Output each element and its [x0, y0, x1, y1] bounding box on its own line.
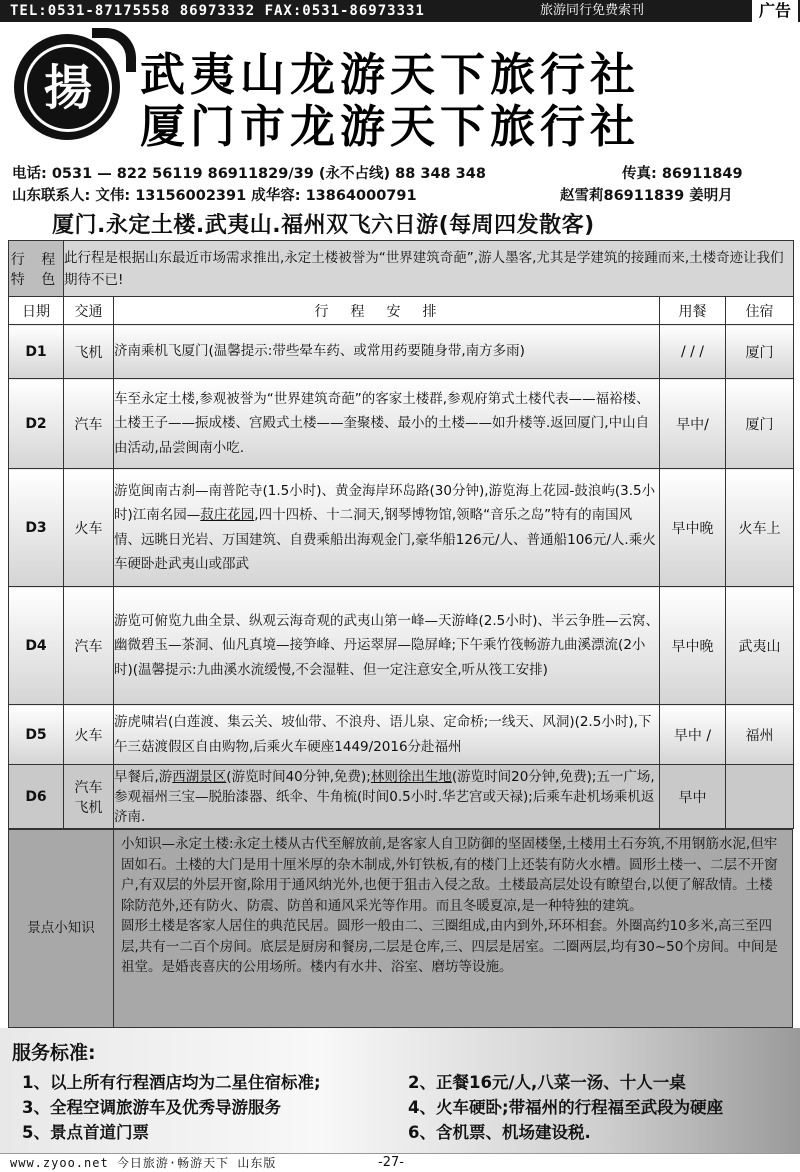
day-plan: 游览可俯览九曲全景、纵观云海奇观的武夷山第一峰—天游峰(2.5小时)、半云争胜—云窝、幽微碧玉—茶洞、仙凡真境—接笋峰、丹运翠屏—隐屏峰;下午乘竹筏畅游九曲溪漂流(2小时)(温馨提示:九曲溪水流缓慢,不会湿鞋、但一定注意安全,听从筏工安排) [114, 587, 660, 705]
day-plan: 车至永定土楼,参观被誉为“世界建筑奇葩”的客家土楼群,参观府第式土楼代表——福裕楼、土楼王子——振成楼、宫殿式土楼——奎聚楼、最小的土楼——如升楼等.返回厦门,中山自由活动,品尝闽南小吃. [114, 379, 660, 469]
header-arrangement: 行程安排 [114, 297, 660, 325]
day-label: D4 [9, 587, 64, 705]
hotel: 厦门 [726, 379, 794, 469]
itinerary-row-d5 [9, 705, 794, 765]
plan-text-b: ,四十四桥、十二洞天,钢琴博物馆,领略“音乐之岛”特有的南国风情、远眺日光岩、万国建筑、自费乘船出海观金门,豪华船126元/人、普通船106元/人.乘火车硬卧赴武夷山或邵武 [114, 507, 656, 572]
top-contact-text: TEL:0531-87175558 86973332 FAX:0531-86973331 [10, 3, 425, 19]
footer-website: www.zyoo.net 今日旅游·畅游天下 山东版 [10, 1156, 277, 1170]
day-plan [114, 469, 660, 587]
plan-text-underlined: 菽庄花园 [200, 507, 255, 523]
feature-label-line2: 特 色 [10, 271, 62, 288]
day-label: D3 [9, 469, 64, 587]
header-transport: 交通 [64, 297, 114, 325]
day-label: D1 [9, 325, 64, 379]
transport: 飞机 [64, 325, 114, 379]
day-plan [114, 765, 660, 829]
service-standards [0, 1028, 800, 1153]
plan-text-a: 游览闽南古刹—南普陀寺(1.5小时)、黄金海岸环岛路(30分钟),游览海上花园-鼓浪屿(3.5小时)江南名园— [114, 482, 656, 523]
knowledge-text [121, 834, 785, 978]
meals: 早中 [660, 765, 726, 829]
meals: 早中晚 [660, 469, 726, 587]
company-logo [14, 34, 120, 140]
fax-number: 传真: 86911849 [622, 166, 743, 182]
transport: 火车 [64, 705, 114, 765]
top-contact-bar [0, 0, 800, 22]
day-label: D6 [9, 765, 64, 829]
service-item-3: 3、全程空调旅游车及优秀导游服务 [22, 1098, 281, 1117]
page-number: -27- [378, 1155, 404, 1170]
feature-row [9, 241, 794, 297]
feature-label [9, 241, 64, 297]
ad-badge: 广告 [752, 0, 798, 22]
day-plan: 游虎啸岩(白莲渡、集云关、坡仙带、不浪舟、语儿泉、定命桥;一线天、风洞)(2.5小时),下午三菇渡假区自由购物,后乘火车硬座1449/2016分赴福州 [114, 705, 660, 765]
logo-character: 揚 [43, 60, 92, 116]
scenic-knowledge-section [8, 829, 793, 1028]
tour-title: 厦门.永定土楼.武夷山.福州双飞六日游(每周四发散客) [52, 213, 595, 238]
magazine-tagline: 旅游同行免费索刊 [540, 3, 645, 18]
itinerary-row-d3 [9, 469, 794, 587]
transport-line1: 汽车 [74, 779, 103, 796]
service-item-6: 6、含机票、机场建设税. [408, 1123, 591, 1142]
plan-text-a: 早餐后,游 [114, 768, 173, 785]
service-item-2: 2、正餐16元/人,八菜一汤、十人一桌 [408, 1073, 686, 1092]
phone-numbers: 电话: 0531 — 822 56119 86911829/39 (永不占线) 88 348 348 [12, 166, 486, 182]
knowledge-paragraph-1: 小知识—永定土楼:永定土楼从古代至解放前,是客家人自卫防御的坚固楼堡,土楼用土石夯筑,不用钢筋水泥,但牢固如石。土楼的大门是用十厘米厚的杂木制成,外钉铁板,有的楼门上还装有防火水槽。圆形土楼一、二层不开窗户,有双层的外层开窗,除用于通风纳光外,也便于狙击入侵之敌。土楼最高层处设有瞭望台,以便了解敌情。土楼除防范外,还有防火、防震、防兽和通风采光等作用。而且冬暖夏凉,是一种特独的建筑。 [121, 836, 778, 914]
day-label: D2 [9, 379, 64, 469]
hotel: 火车上 [726, 469, 794, 587]
header-hotel: 住宿 [726, 297, 794, 325]
itinerary-row-d6 [9, 765, 794, 829]
service-item-1: 1、以上所有行程酒店均为二星住宿标准; [22, 1073, 321, 1092]
knowledge-paragraph-2: 圆形土楼是客家人居住的典范民居。圆形一般由二、三圈组成,由内到外,环环相套。外圈高约10多米,高三至四层,共有一二百个房间。底层是厨房和餐房,二层是仓库,三、四层是居室。二圈两层,均有30~50个房间。中间是祖堂。是婚丧喜庆的公用场所。楼内有水井、浴室、磨坊等设施。 [121, 918, 778, 975]
header-meals: 用餐 [660, 297, 726, 325]
header-date: 日期 [9, 297, 64, 325]
itinerary-row-d4 [9, 587, 794, 705]
more-contacts: 赵雪莉86911839 姜明月 [560, 188, 733, 204]
meals: 早中 / [660, 705, 726, 765]
plan-text-c: (游览时间20分钟,免费);五一广场,参观福州三宝—脱胎漆器、纸伞、牛角梳(时间0.5小时.华艺宫或天禄);后乘车赴机场乘机返济南. [114, 768, 655, 825]
transport-line2: 飞机 [74, 799, 103, 816]
itinerary-row-d1 [9, 325, 794, 379]
transport [64, 765, 114, 829]
plan-text-underlined-2: 林则徐出生地 [370, 768, 452, 785]
page-footer [0, 1153, 800, 1172]
plan-text-b: (游览时间40分钟,免费); [226, 768, 371, 785]
meals: 早中/ [660, 379, 726, 469]
transport: 汽车 [64, 379, 114, 469]
service-item-4: 4、火车硬卧;带福州的行程福至武段为硬座 [408, 1098, 724, 1117]
hotel: 武夷山 [726, 587, 794, 705]
shandong-contacts: 山东联系人: 文伟: 13156002391 成华容: 13864000791 [12, 188, 417, 204]
feature-label-line1: 行 程 [10, 251, 62, 268]
plan-text-underlined-1: 西湖景区 [172, 768, 227, 785]
day-label: D5 [9, 705, 64, 765]
hotel [726, 765, 794, 829]
itinerary-table [8, 240, 794, 829]
hotel: 厦门 [726, 325, 794, 379]
hotel: 福州 [726, 705, 794, 765]
company-name-wuyishan: 武夷山龙游天下旅行社 [140, 48, 641, 101]
service-title: 服务标准: [12, 1042, 96, 1064]
transport: 汽车 [64, 587, 114, 705]
header-row [9, 297, 794, 325]
day-plan: 济南乘机飞厦门(温馨提示:带些晕车药、或常用药要随身带,南方多雨) [114, 325, 660, 379]
feature-text: 此行程是根据山东最近市场需求推出,永定土楼被誉为“世界建筑奇葩”,游人墨客,尤其是学建筑的接踵而来,土楼奇迹让我们期待不已! [64, 241, 794, 297]
transport: 火车 [64, 469, 114, 587]
knowledge-label: 景点小知识 [9, 830, 114, 1027]
company-name-xiamen: 厦门市龙游天下旅行社 [140, 100, 641, 153]
itinerary-row-d2 [9, 379, 794, 469]
meals: 早中晚 [660, 587, 726, 705]
service-item-5: 5、景点首道门票 [22, 1123, 149, 1142]
meals: / / / [660, 325, 726, 379]
